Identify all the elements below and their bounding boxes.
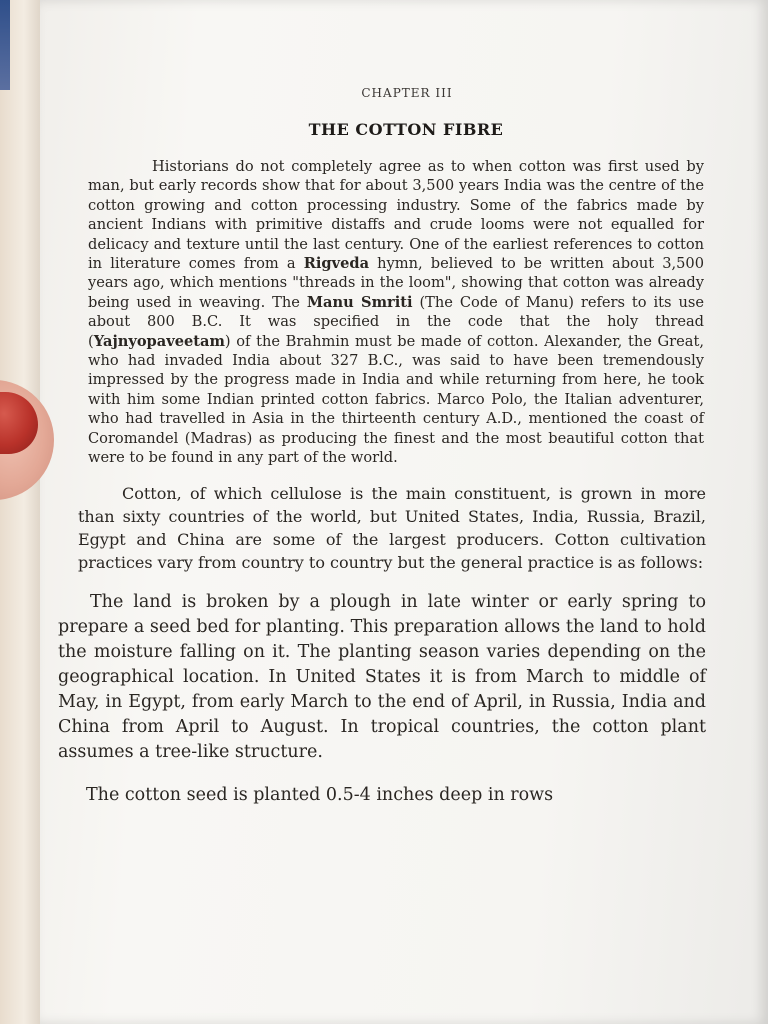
book-spine [0,0,10,90]
text-run: (The Code of Manu) refers to its use about 800 B.C. It was specified in the code that the holy thread ( [88,293,704,350]
chapter-heading: CHAPTER III [361,86,453,100]
page-text [58,86,712,825]
text-run: hymn, believed to be written about 3,500 years ago, which mentions "threads in the loom", showing that cotton was already being used in weaving. The [88,255,704,311]
paragraph-producers: Cotton, of which cellulose is the main constituent, is grown in more than sixty countries of the world, but United States, India, Russia, Brazil, Egypt and China are some of the largest producers. Cotton cultivation practices vary from country to country but the general practice is as follows: [78,484,706,573]
paragraph-cultivation: The land is broken by a plough in late winter or early spring to prepare a seed bed for planting. This preparation allows the land to hold the moisture falling on it. The planting season varies depending on the geographical location. In United States it is from March to middle of May, in Egypt, from early March to the end of April, in Russia, India and China from April to August. In tropical countries, the cotton plant assumes a tree-like structure. [58,592,706,763]
bold-term-manu-smriti: Manu Smriti [306,293,413,311]
chapter-title: THE COTTON FIBRE [308,120,504,139]
bold-term-rigveda: Rigveda [303,255,370,273]
text-run: Historians do not completely agree as to when cotton was first used by man, but early records show that for about 3,500 years India was the centre of the cotton growing and cotton processing industry. Some of the fabrics made by ancient Indians with primitive distaffs and crude looms were not equalled for delicacy and texture until the last century. One of the earliest references to cotton in literature comes from a [88,158,704,273]
paragraph-planting: The cotton seed is planted 0.5-4 inches deep in rows [86,784,554,805]
paragraph-history [88,157,704,468]
bold-term-yajnyopaveetam: Yajnyopaveetam [93,332,225,350]
text-run: ) of the Brahmin must be made of cotton. Alexander, the Great, who had invaded India about 327 B.C., was said to have been tremendously impressed by the progress made in India and while returning from here, he took with him some Indian printed cotton fabrics. Marco Polo, the Italian adventurer, who had travelled in Asia in the thirteenth century A.D., mentioned the coast of Coromandel (Madras) as producing the finest and the most beautiful cotton that were to be found in any part of the world. [88,332,704,467]
